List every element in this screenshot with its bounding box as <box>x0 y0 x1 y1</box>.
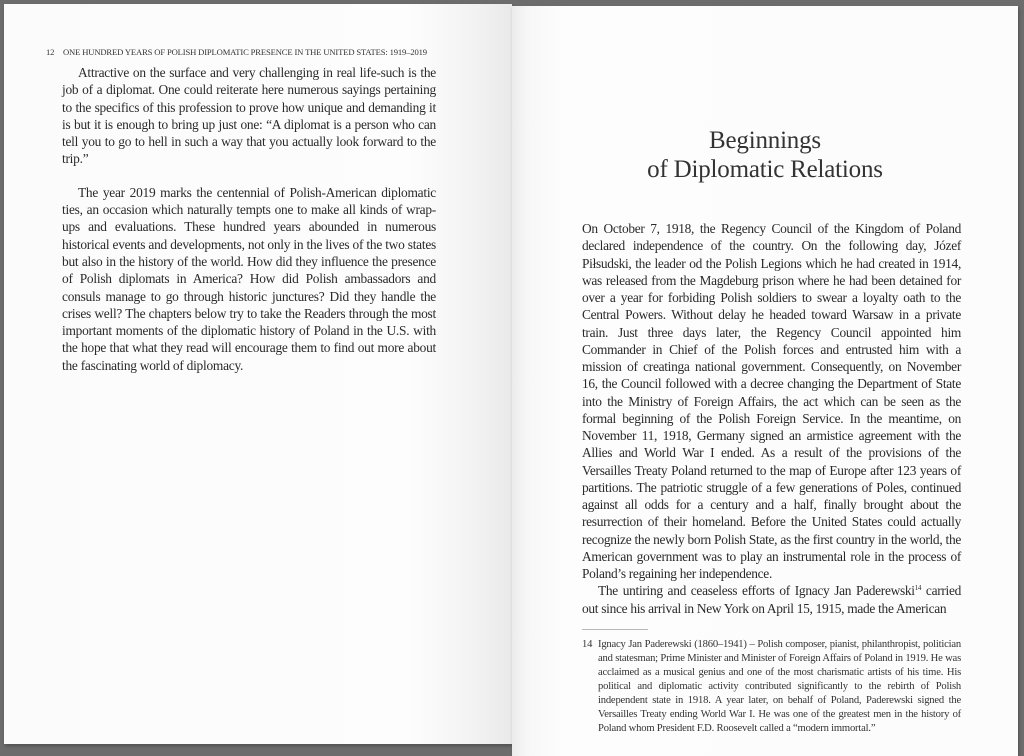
left-page <box>4 4 512 744</box>
intro-paragraph-2 <box>62 184 436 374</box>
chapter-body <box>582 220 961 617</box>
paragraph: The year 2019 marks the centennial of Polish-American diplomatic ties, an occasion which naturally tempts one to make all kinds of wrap-ups and evaluations. These hundred years abounded in numerous historical events and developments, not only in the lives of the two states but also in the history of the world. How did they influence the presence of Polish diplomats in America? How did Polish ambassadors and consuls manage to go through historic junctures? Did they handle the crises well? The chapters below try to take the Readers through the most important moments of the diplomatic history of Poland in the U.S. with the hope that what they read will encourage them to find out more about the fascinating world of diplomacy. <box>62 184 436 373</box>
footnote <box>582 638 961 737</box>
paragraph: Attractive on the surface and very challenging in real life-such is the job of a diplomat. One could reiterate here numerous sayings pertaining to the specifics of this profession to prove how unique and demanding it is but it is enough to bring up just one: “A diplomat is a person who can tell you to go to hell in such a way that you actually look forward to the trip.” <box>62 65 436 167</box>
footnote-number: 14 <box>582 638 593 650</box>
page-number: 12 <box>46 47 55 57</box>
running-head-title: ONE HUNDRED YEARS OF POLISH DIPLOMATIC PRESENCE IN THE UNITED STATES: 1919–2019 <box>63 47 427 57</box>
footnote-text: Ignacy Jan Paderewski (1860–1941) – Polish composer, pianist, philanthropist, politician and statesman; Prime Minister and Minister of Foreign Affairs of Poland in 1919. He was acclaimed as a musical genius and one of the most charismatic artists of his time. His political and diplomatic activity contributed significantly to the rebirth of Polish independent state in 1918. A year later, on behalf of Poland, Paderewski signed the Versailles Treaty ending World War I. He was one of the greatest men in the history of Poland whom President F.D. Roosevelt called a “modern immortal.” <box>598 638 961 735</box>
running-head <box>46 47 436 58</box>
chapter-title-line-1: Beginnings <box>709 127 821 154</box>
chapter-title-line-2: of Diplomatic Relations <box>647 156 883 183</box>
paragraph <box>582 582 961 617</box>
footnote-separator <box>582 629 648 630</box>
right-page <box>512 6 1018 756</box>
paragraph: On October 7, 1918, the Regency Council of the Kingdom of Poland declared independence of the country. On the following day, Józef Piłsudski, the leader od the Polish Legions which he had created in 1914, was released from the Magdeburg prison where he had been detained for over a year for forbiding Polish soldiers to swear a loyalty oath to the Central Powers. Without delay he headed toward Warsaw in a private train. Just three days later, the Regency Council appointed him Commander in Chief of the Polish forces and entrusted him with a mission of creatinga national government. Consequently, on November 16, the Council followed with a decree changing the Department of State into the Ministry of Foreign Affairs, the act which can be seen as the formal beginning of the Polish Foreign Service. In the meantime, on November 11, 1918, Germany signed an armistice agreement with the Allies and World War I ended. As a result of the provisions of the Versailles Treaty Poland returned to the map of Europe after 123 years of partitions. The patriotic struggle of a few generations of Poles, continued against all odds for a century and a half, finally brought about the resurrection of their homeland. Before the United States could actually recognize the newly born Polish State, as the first country in the world, the American government was to play an instrumental role in the process of Poland’s regaining her independence. <box>582 221 961 581</box>
intro-paragraph-1 <box>62 64 436 168</box>
paragraph-text: carried out since his arrival in New York on April 15, 1915, made the American <box>582 583 961 616</box>
chapter-title <box>512 126 1018 184</box>
footnote-reference[interactable]: 14 <box>914 584 922 593</box>
paragraph-text: The untiring and ceaseless efforts of Ignacy Jan Paderewski <box>598 583 915 599</box>
